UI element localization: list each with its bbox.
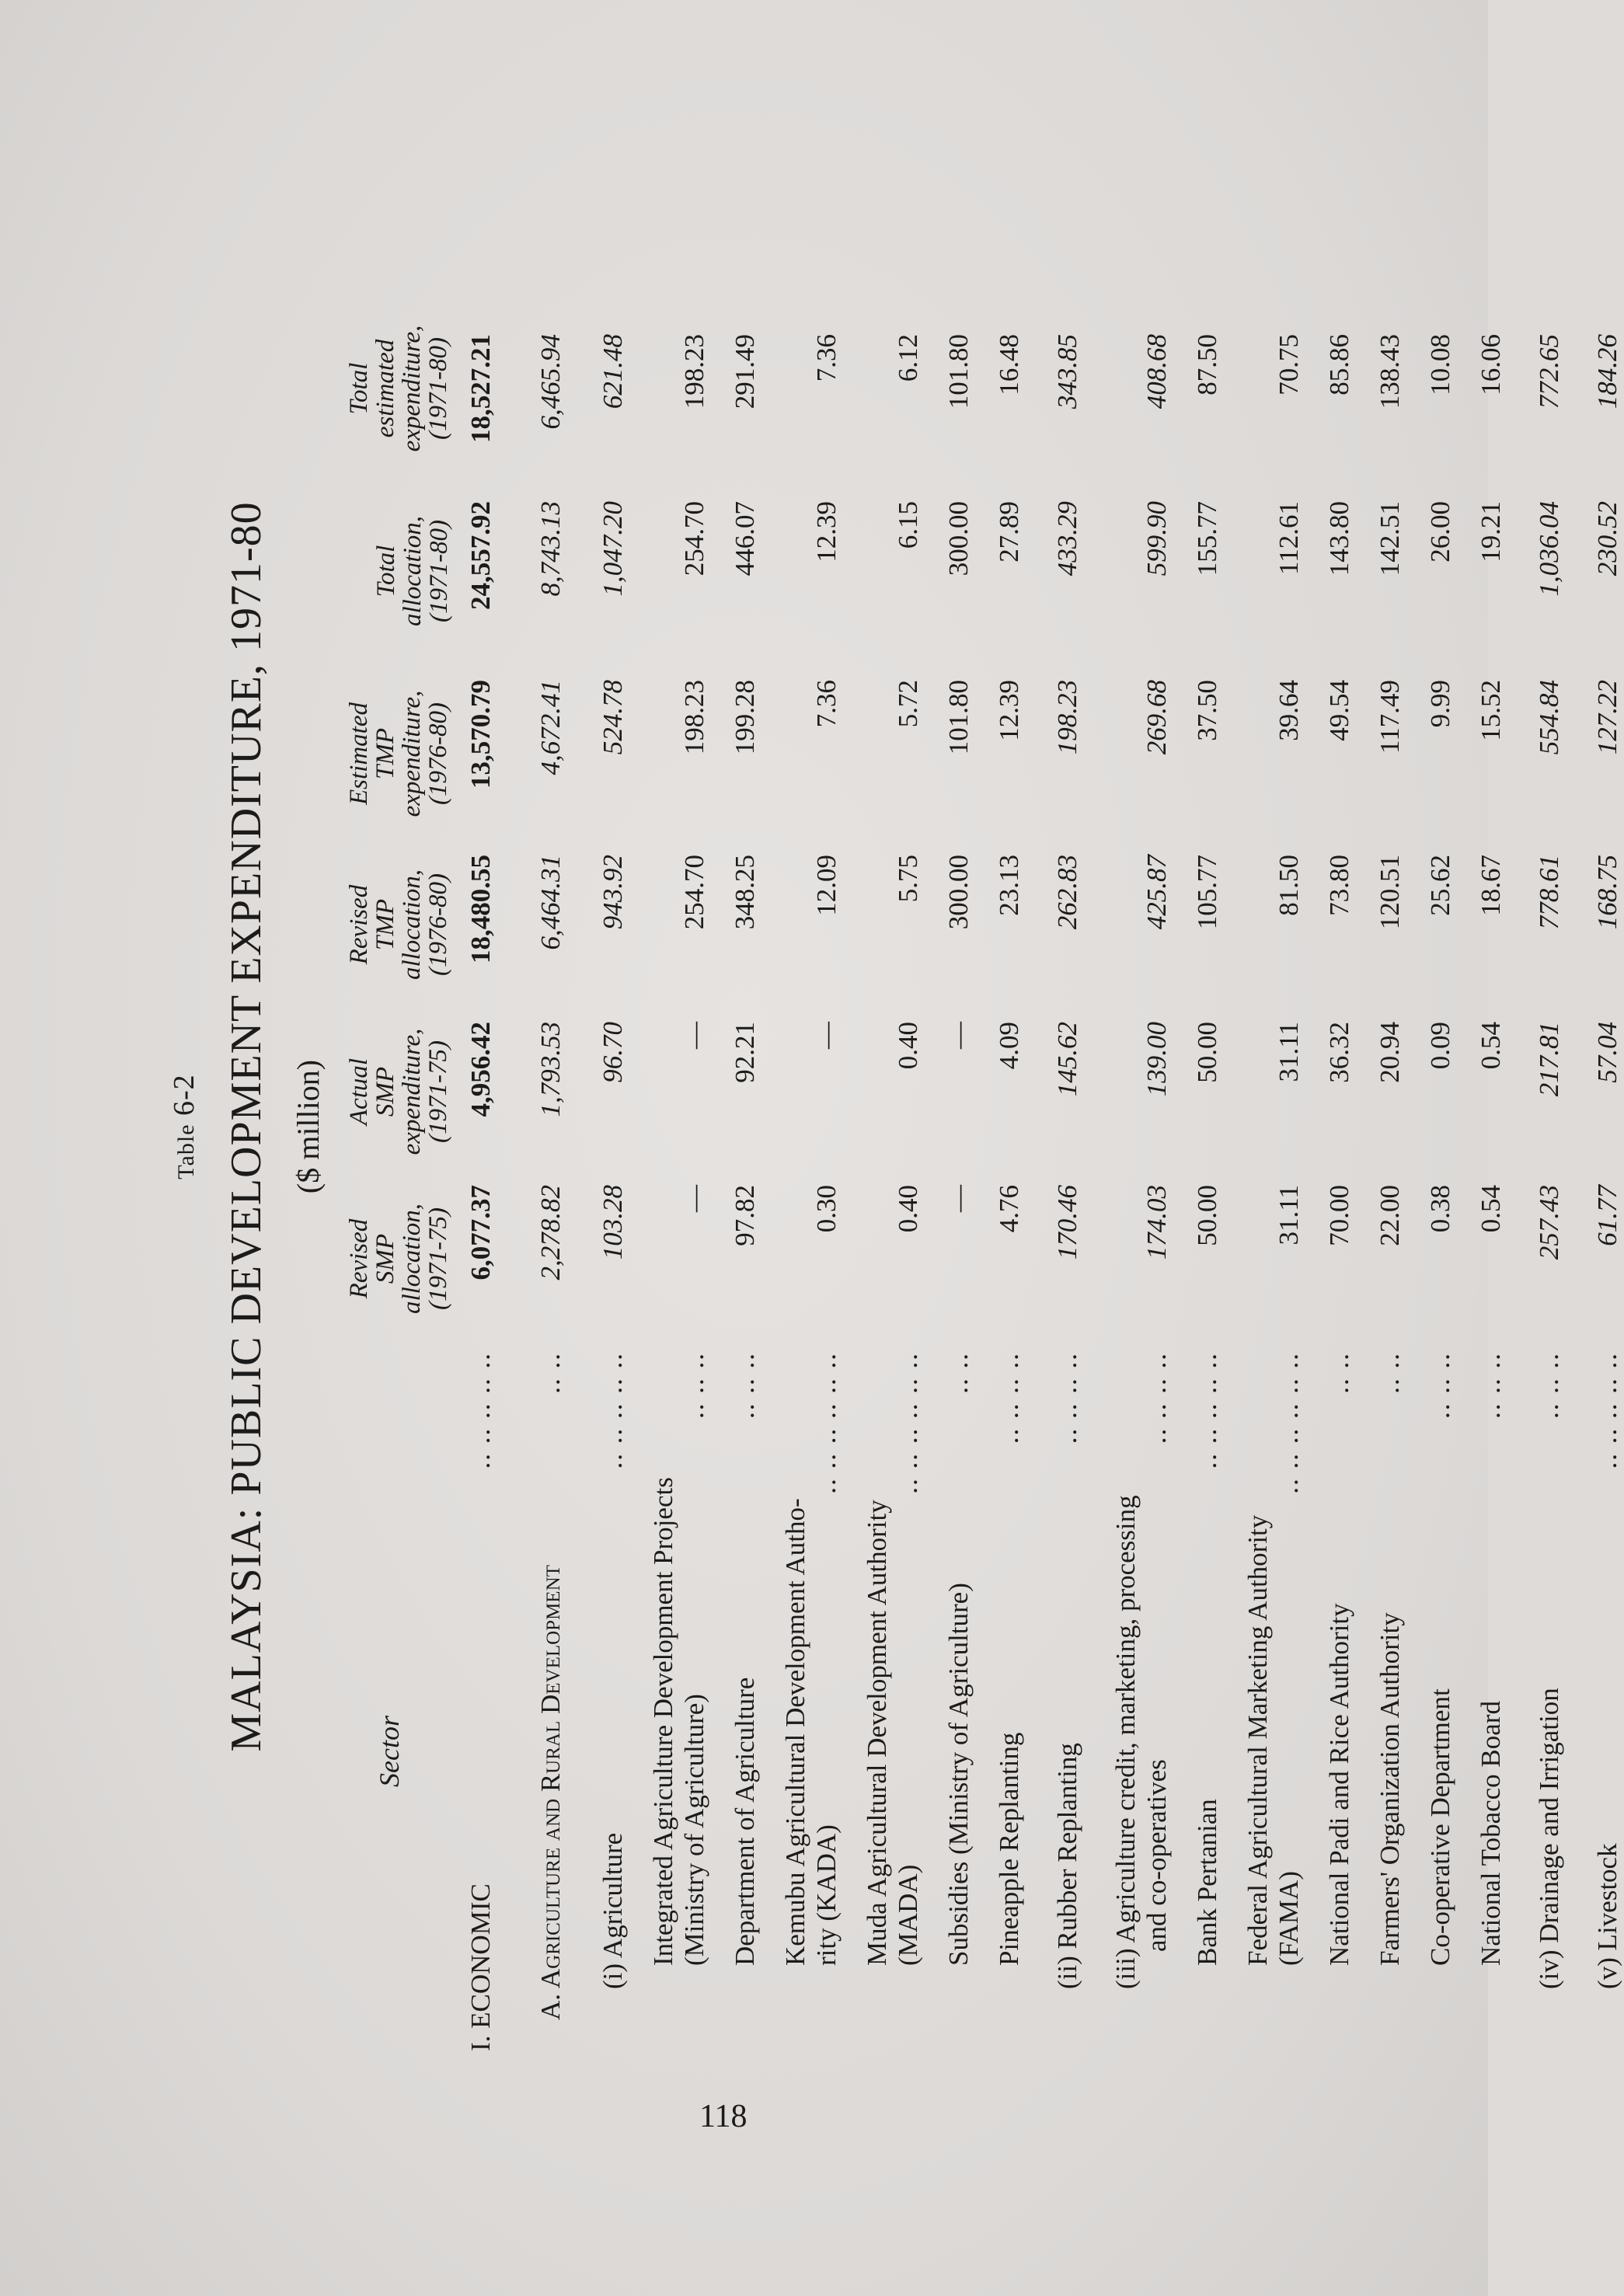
table-row bbox=[1111, 101, 1142, 2152]
leader-dots: .. .. .. .. .. .. bbox=[811, 1352, 842, 1494]
sector-header: Sector bbox=[374, 1716, 405, 1787]
cell-value: 15.52 bbox=[1476, 680, 1506, 741]
table-row bbox=[1426, 101, 1457, 2152]
cell-value: 155.77 bbox=[1192, 501, 1222, 577]
table-row bbox=[812, 101, 843, 2152]
cell-value: 343.85 bbox=[1052, 334, 1082, 409]
table-row bbox=[944, 101, 975, 2152]
cell-value: 31.11 bbox=[1274, 1022, 1304, 1082]
row-label: (MADA) bbox=[893, 1864, 923, 1966]
cell-value: 49.54 bbox=[1324, 680, 1354, 741]
table-row bbox=[1535, 101, 1566, 2152]
table-title: MALAYSIA: PUBLIC DEVELOPMENT EXPENDITURE, 1971-80 bbox=[222, 501, 270, 1752]
cell-value: 18,527.21 bbox=[465, 334, 496, 443]
cell-value: 85.86 bbox=[1324, 334, 1354, 395]
cell-value: 87.50 bbox=[1192, 334, 1222, 395]
cell-value: 0.09 bbox=[1425, 1022, 1455, 1070]
cell-value: — bbox=[679, 1185, 709, 1212]
cell-value: 408.68 bbox=[1141, 334, 1172, 409]
cell-value: 18.67 bbox=[1476, 855, 1506, 916]
leader-dots: .. .. bbox=[1375, 1352, 1405, 1394]
cell-value: 254.70 bbox=[679, 501, 709, 577]
col-header-revised-tmp: Revised TMP allocation, (1976-80) bbox=[345, 869, 452, 981]
cell-value: 12.39 bbox=[811, 501, 842, 563]
cell-value: 7.36 bbox=[811, 334, 842, 382]
table-row bbox=[1243, 101, 1274, 2152]
col-header-total-allocation: Total allocation, (1971-80) bbox=[372, 515, 453, 627]
cell-value: 36.32 bbox=[1324, 1022, 1354, 1083]
table-number bbox=[167, 101, 201, 2152]
cell-value: 554.84 bbox=[1534, 680, 1564, 755]
leader-dots: .. .. .. bbox=[679, 1352, 709, 1419]
table-row bbox=[598, 101, 629, 2152]
cell-value: 198.23 bbox=[1052, 680, 1082, 755]
cell-value: — bbox=[943, 1185, 974, 1212]
cell-value: 0.54 bbox=[1476, 1185, 1506, 1233]
cell-value: 199.28 bbox=[730, 680, 760, 755]
cell-value: 20.94 bbox=[1375, 1022, 1405, 1083]
cell-value: 97.82 bbox=[730, 1185, 760, 1246]
cell-value: 70.00 bbox=[1324, 1185, 1354, 1246]
cell-value: 446.07 bbox=[730, 501, 760, 577]
row-label: (FAMA) bbox=[1274, 1871, 1304, 1966]
cell-value: 184.26 bbox=[1592, 334, 1622, 409]
cell-value: 24,557.92 bbox=[465, 501, 496, 610]
row-label: Farmers' Organization Authority bbox=[1375, 1612, 1405, 1966]
cell-value: 143.80 bbox=[1324, 501, 1354, 577]
cell-value: 112.61 bbox=[1274, 501, 1304, 575]
cell-value: 138.43 bbox=[1375, 334, 1405, 409]
leader-dots: .. .. .. bbox=[730, 1352, 760, 1419]
leader-dots: .. .. bbox=[1324, 1352, 1354, 1394]
cell-value: 16.48 bbox=[994, 334, 1024, 395]
cell-value: 70.75 bbox=[1274, 334, 1304, 395]
row-label: Subsidies (Ministry of Agriculture) bbox=[943, 1583, 974, 1966]
page-number: 118 bbox=[699, 2099, 748, 2134]
row-label: Bank Pertanian bbox=[1192, 1799, 1222, 1966]
cell-value: 425.87 bbox=[1141, 855, 1172, 930]
cell-value: 19.21 bbox=[1476, 501, 1506, 563]
cell-value: 7.36 bbox=[811, 680, 842, 728]
cell-value: 127.22 bbox=[1592, 680, 1622, 755]
cell-value: 5.75 bbox=[893, 855, 923, 903]
table-number-prefix: Table bbox=[173, 1124, 199, 1179]
cell-value: 230.52 bbox=[1592, 501, 1622, 577]
cell-value: 4,672.41 bbox=[535, 680, 566, 775]
table-row bbox=[1053, 101, 1084, 2152]
col-header-actual-smp: Actual SMP expenditure, (1971-75) bbox=[345, 1028, 452, 1155]
cell-value: 105.77 bbox=[1192, 855, 1222, 930]
leader-dots: .. .. .. .. bbox=[1052, 1352, 1082, 1444]
leader-dots: .. .. .. .. .. bbox=[1192, 1352, 1222, 1469]
cell-value: 168.75 bbox=[1592, 855, 1622, 930]
row-label: (v) Livestock bbox=[1592, 1843, 1622, 1989]
cell-value: 31.11 bbox=[1274, 1185, 1304, 1246]
col-header-revised-smp: Revised SMP allocation, (1971-75) bbox=[345, 1203, 452, 1315]
row-label: Integrated Agriculture Development Projects bbox=[648, 1477, 678, 1966]
cell-value: 142.51 bbox=[1375, 501, 1405, 577]
leader-dots: .. .. .. bbox=[1476, 1352, 1506, 1419]
cell-value: 6,077.37 bbox=[465, 1185, 496, 1280]
leader-dots: .. .. bbox=[943, 1352, 974, 1394]
cell-value: 2,278.82 bbox=[535, 1185, 566, 1280]
row-label: Federal Agricultural Marketing Authority bbox=[1242, 1514, 1273, 1966]
cell-value: 198.23 bbox=[679, 680, 709, 755]
cell-value: 4.76 bbox=[994, 1185, 1024, 1233]
leader-dots: .. .. .. .. .. bbox=[1592, 1352, 1622, 1469]
cell-value: 4,956.42 bbox=[465, 1022, 496, 1117]
cell-value: 101.80 bbox=[943, 334, 974, 409]
cell-value: 291.49 bbox=[730, 334, 760, 409]
cell-value: — bbox=[679, 1022, 709, 1049]
cell-value: 145.62 bbox=[1052, 1022, 1082, 1097]
cell-value: 348.25 bbox=[730, 855, 760, 930]
table-row bbox=[1593, 101, 1624, 2152]
row-label: rity (KADA) bbox=[811, 1824, 842, 1966]
leader-dots: .. .. .. bbox=[1534, 1352, 1564, 1419]
cell-value: 96.70 bbox=[598, 1022, 628, 1083]
cell-value: 4.09 bbox=[994, 1022, 1024, 1070]
cell-value: 81.50 bbox=[1274, 855, 1304, 916]
cell-value: 1,047.20 bbox=[598, 501, 628, 597]
cell-value: 39.64 bbox=[1274, 680, 1304, 741]
table-row bbox=[536, 101, 567, 2152]
row-label: and co-operatives bbox=[1141, 1759, 1172, 1952]
row-label: (ii) Rubber Replanting bbox=[1052, 1743, 1082, 1989]
rotated-table bbox=[152, 101, 1622, 2152]
leader-dots: .. .. .. .. .. .. bbox=[1274, 1352, 1304, 1494]
cell-value: — bbox=[811, 1022, 842, 1049]
cell-value: 6.15 bbox=[893, 501, 923, 549]
cell-value: 1,793.53 bbox=[535, 1022, 566, 1117]
cell-value: 50.00 bbox=[1192, 1185, 1222, 1246]
col-header-total-estimated: Total estimated expenditure, (1971-80) bbox=[345, 325, 452, 452]
cell-value: 6.12 bbox=[893, 334, 923, 382]
leader-dots: .. .. .. .. bbox=[1141, 1352, 1172, 1444]
cell-value: 103.28 bbox=[598, 1185, 628, 1260]
cell-value: 12.09 bbox=[811, 855, 842, 916]
cell-value: 92.21 bbox=[730, 1022, 760, 1083]
cell-value: 16.06 bbox=[1476, 334, 1506, 395]
row-label: Pineapple Replanting bbox=[994, 1732, 1024, 1966]
table-row bbox=[781, 101, 812, 2152]
leader-dots: .. .. bbox=[535, 1352, 566, 1394]
cell-value: 27.89 bbox=[994, 501, 1024, 563]
leader-dots: .. .. .. .. bbox=[994, 1352, 1024, 1444]
cell-value: 0.54 bbox=[1476, 1022, 1506, 1070]
row-label: (iv) Drainage and Irrigation bbox=[1534, 1688, 1564, 1989]
cell-value: 174.03 bbox=[1141, 1185, 1172, 1260]
cell-value: 269.68 bbox=[1141, 680, 1172, 755]
cell-value: 170.46 bbox=[1052, 1185, 1082, 1260]
cell-value: 73.80 bbox=[1324, 855, 1354, 916]
cell-value: 778.61 bbox=[1534, 855, 1564, 930]
cell-value: 0.30 bbox=[811, 1185, 842, 1233]
table-row bbox=[1375, 101, 1406, 2152]
row-label: (iii) Agriculture credit, marketing, processing bbox=[1110, 1495, 1141, 1989]
cell-value: 1,036.04 bbox=[1534, 501, 1564, 597]
leader-dots: .. .. .. .. .. bbox=[598, 1352, 628, 1469]
cell-value: 300.00 bbox=[943, 501, 974, 577]
cell-value: 25.62 bbox=[1425, 855, 1455, 916]
cell-value: 0.40 bbox=[893, 1022, 923, 1070]
cell-value: 12.39 bbox=[994, 680, 1024, 741]
cell-value: 433.29 bbox=[1052, 501, 1082, 577]
cell-value: 37.50 bbox=[1192, 680, 1222, 741]
row-label: A. Agriculture and Rural Development bbox=[535, 1565, 566, 2020]
cell-value: 120.51 bbox=[1375, 855, 1405, 930]
table-row bbox=[730, 101, 761, 2152]
col-header-estimated-tmp: Estimated TMP expenditure, (1976-80) bbox=[345, 690, 452, 817]
leader-dots: .. .. .. .. .. bbox=[465, 1352, 496, 1469]
cell-value: 26.00 bbox=[1425, 501, 1455, 563]
cell-value: 101.80 bbox=[943, 680, 974, 755]
cell-value: 57.04 bbox=[1592, 1022, 1622, 1083]
leader-dots: .. .. .. bbox=[1425, 1352, 1455, 1419]
cell-value: 943.92 bbox=[598, 855, 628, 930]
cell-value: 18,480.55 bbox=[465, 855, 496, 963]
cell-value: 217.81 bbox=[1534, 1022, 1564, 1097]
cell-value: 50.00 bbox=[1192, 1022, 1222, 1083]
cell-value: 5.72 bbox=[893, 680, 923, 728]
table-row bbox=[1142, 101, 1173, 2152]
row-label: Department of Agriculture bbox=[730, 1677, 760, 1966]
cell-value: 300.00 bbox=[943, 855, 974, 930]
cell-value: 117.49 bbox=[1375, 680, 1405, 754]
table-row bbox=[649, 101, 680, 2152]
leader-dots: .. .. .. .. .. .. bbox=[893, 1352, 923, 1494]
cell-value: 10.08 bbox=[1425, 334, 1455, 395]
table-number-value: 6-2 bbox=[168, 1074, 200, 1116]
cell-value: 0.38 bbox=[1425, 1185, 1455, 1233]
table-row bbox=[680, 101, 711, 2152]
row-label: National Tobacco Board bbox=[1476, 1701, 1506, 1966]
cell-value: 254.70 bbox=[679, 855, 709, 930]
cell-value: 8,743.13 bbox=[535, 501, 566, 597]
table-row bbox=[894, 101, 925, 2152]
cell-value: 139.00 bbox=[1141, 1022, 1172, 1097]
cell-value: 257.43 bbox=[1534, 1185, 1564, 1260]
table-row bbox=[466, 101, 497, 2152]
cell-value: 13,570.79 bbox=[465, 680, 496, 789]
row-label: Co-operative Department bbox=[1425, 1688, 1455, 1966]
cell-value: 524.78 bbox=[598, 680, 628, 755]
table-row bbox=[995, 101, 1026, 2152]
table-row bbox=[1325, 101, 1356, 2152]
row-label: National Padi and Rice Authority bbox=[1324, 1603, 1354, 1966]
cell-value: — bbox=[943, 1022, 974, 1049]
table-unit: ($ million) bbox=[291, 1059, 326, 1194]
row-label: (i) Agriculture bbox=[598, 1832, 628, 1989]
cell-value: 6,465.94 bbox=[535, 334, 566, 430]
cell-value: 621.48 bbox=[598, 334, 628, 409]
row-label: Kemubu Agricultural Development Autho- bbox=[780, 1498, 810, 1966]
table-row bbox=[1193, 101, 1224, 2152]
cell-value: 23.13 bbox=[994, 855, 1024, 916]
cell-value: 6,464.31 bbox=[535, 855, 566, 950]
cell-value: 61.77 bbox=[1592, 1185, 1622, 1246]
cell-value: 198.23 bbox=[679, 334, 709, 409]
cell-value: 599.90 bbox=[1141, 501, 1172, 577]
cell-value: 9.99 bbox=[1425, 680, 1455, 728]
cell-value: 262.83 bbox=[1052, 855, 1082, 930]
table-row bbox=[863, 101, 894, 2152]
cell-value: 22.00 bbox=[1375, 1185, 1405, 1246]
row-label: I. ECONOMIC bbox=[465, 1883, 496, 2051]
cell-value: 772.65 bbox=[1534, 334, 1564, 409]
table-row bbox=[1274, 101, 1305, 2152]
table-row bbox=[1476, 101, 1507, 2152]
cell-value: 0.40 bbox=[893, 1185, 923, 1233]
row-label: (Ministry of Agriculture) bbox=[679, 1694, 709, 1966]
row-label: Muda Agricultural Development Authority bbox=[862, 1500, 892, 1966]
